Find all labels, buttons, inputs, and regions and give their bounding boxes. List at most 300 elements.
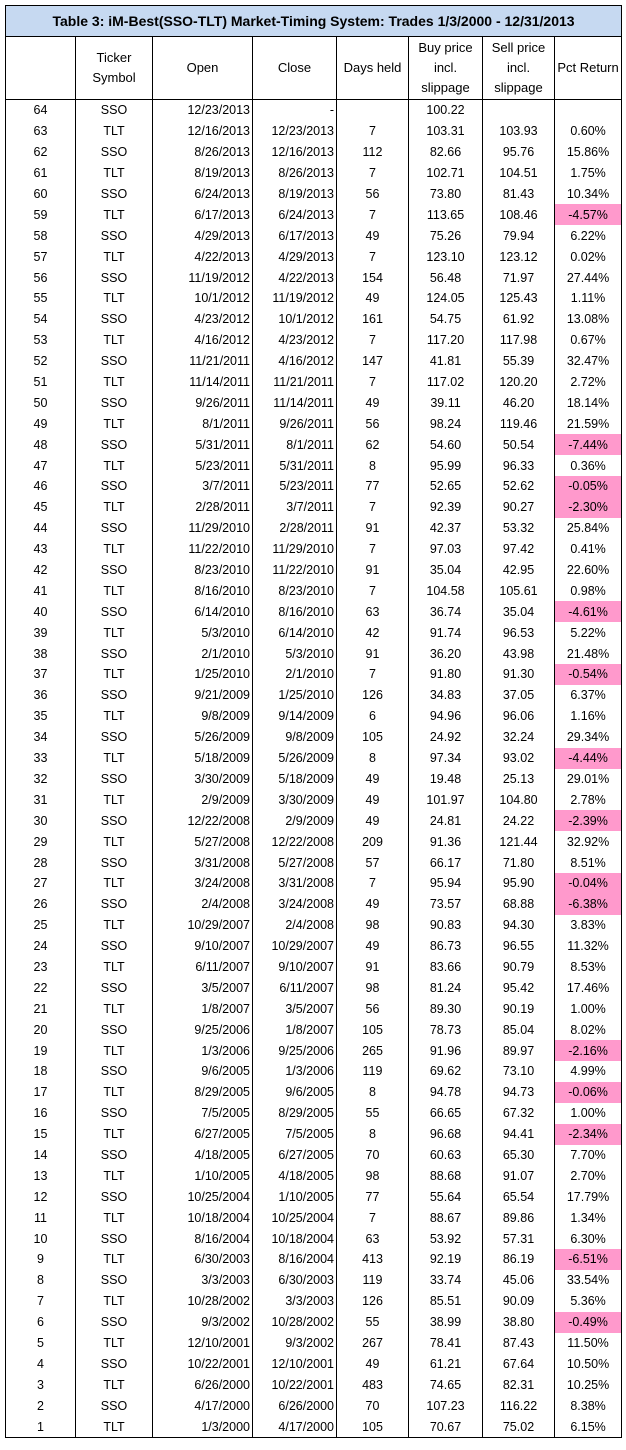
buy-price-cell: 98.24 [409, 413, 483, 434]
days-held-cell: 265 [337, 1040, 409, 1061]
sell-price-cell: 67.32 [483, 1103, 555, 1124]
trade-number-cell: 52 [6, 351, 76, 372]
close-date-cell: 12/10/2001 [253, 1353, 337, 1374]
header-buy-price: Buy price incl. slippage [409, 37, 483, 100]
open-date-cell: 6/14/2010 [153, 601, 253, 622]
ticker-cell: TLT [76, 1165, 153, 1186]
days-held-cell: 6 [337, 706, 409, 727]
trade-number-cell: 33 [6, 748, 76, 769]
days-held-cell: 49 [337, 789, 409, 810]
days-held-cell: 56 [337, 184, 409, 205]
table-row [6, 998, 622, 1019]
table-row [6, 121, 622, 142]
ticker-cell: SSO [76, 184, 153, 205]
ticker-cell: SSO [76, 1186, 153, 1207]
trade-number-cell: 6 [6, 1312, 76, 1333]
pct-return-cell: 0.02% [555, 246, 622, 267]
sell-price-cell: 120.20 [483, 372, 555, 393]
buy-price-cell: 100.22 [409, 100, 483, 121]
close-date-cell: 3/7/2011 [253, 497, 337, 518]
trade-number-cell: 44 [6, 518, 76, 539]
pct-return-cell: 8.02% [555, 1019, 622, 1040]
sell-price-cell: 125.43 [483, 288, 555, 309]
sell-price-cell: 89.86 [483, 1207, 555, 1228]
table-row [6, 1270, 622, 1291]
sell-price-cell: 50.54 [483, 434, 555, 455]
pct-return-cell: 0.36% [555, 455, 622, 476]
open-date-cell: 8/16/2010 [153, 580, 253, 601]
pct-return-cell: 17.79% [555, 1186, 622, 1207]
sell-price-cell: 90.27 [483, 497, 555, 518]
ticker-cell: TLT [76, 998, 153, 1019]
open-date-cell: 6/30/2003 [153, 1249, 253, 1270]
open-date-cell: 5/18/2009 [153, 748, 253, 769]
header-close: Close [253, 37, 337, 100]
close-date-cell: 8/16/2010 [253, 601, 337, 622]
buy-price-cell: 74.65 [409, 1374, 483, 1395]
table-row [6, 184, 622, 205]
sell-price-cell: 95.42 [483, 977, 555, 998]
pct-return-cell: 1.34% [555, 1207, 622, 1228]
table-body [6, 100, 622, 1438]
close-date-cell: 1/8/2007 [253, 1019, 337, 1040]
pct-return-cell: 8.38% [555, 1395, 622, 1416]
open-date-cell: 5/31/2011 [153, 434, 253, 455]
table-row [6, 372, 622, 393]
buy-price-cell: 123.10 [409, 246, 483, 267]
table-row [6, 1291, 622, 1312]
sell-price-cell: 103.93 [483, 121, 555, 142]
buy-price-cell: 61.21 [409, 1353, 483, 1374]
close-date-cell: 11/22/2010 [253, 560, 337, 581]
trades-table-container [5, 5, 621, 1438]
ticker-cell: SSO [76, 267, 153, 288]
ticker-cell: TLT [76, 915, 153, 936]
buy-price-cell: 91.74 [409, 622, 483, 643]
days-held-cell: 77 [337, 476, 409, 497]
close-date-cell: 9/10/2007 [253, 957, 337, 978]
days-held-cell: 49 [337, 392, 409, 413]
pct-return-cell: 21.48% [555, 643, 622, 664]
ticker-cell: TLT [76, 748, 153, 769]
close-date-cell: 1/10/2005 [253, 1186, 337, 1207]
open-date-cell: 5/26/2009 [153, 727, 253, 748]
ticker-cell: TLT [76, 1333, 153, 1354]
close-date-cell: 9/6/2005 [253, 1082, 337, 1103]
close-date-cell: 4/23/2012 [253, 330, 337, 351]
open-date-cell: 11/22/2010 [153, 539, 253, 560]
close-date-cell: 8/29/2005 [253, 1103, 337, 1124]
buy-price-cell: 91.96 [409, 1040, 483, 1061]
days-held-cell: 49 [337, 769, 409, 790]
ticker-cell: SSO [76, 977, 153, 998]
days-held-cell: 126 [337, 685, 409, 706]
trade-number-cell: 18 [6, 1061, 76, 1082]
ticker-cell: TLT [76, 1207, 153, 1228]
close-date-cell: 1/25/2010 [253, 685, 337, 706]
days-held-cell: 7 [337, 372, 409, 393]
trade-number-cell: 24 [6, 936, 76, 957]
buy-price-cell: 75.26 [409, 225, 483, 246]
sell-price-cell: 82.31 [483, 1374, 555, 1395]
buy-price-cell: 70.67 [409, 1416, 483, 1437]
pct-return-cell: 11.32% [555, 936, 622, 957]
days-held-cell: 7 [337, 539, 409, 560]
days-held-cell: 63 [337, 601, 409, 622]
buy-price-cell: 36.20 [409, 643, 483, 664]
buy-price-cell: 95.94 [409, 873, 483, 894]
open-date-cell: 6/27/2005 [153, 1124, 253, 1145]
days-held-cell: 55 [337, 1312, 409, 1333]
days-held-cell: 56 [337, 413, 409, 434]
sell-price-cell: 96.53 [483, 622, 555, 643]
close-date-cell: 10/22/2001 [253, 1374, 337, 1395]
pct-return-cell: 21.59% [555, 413, 622, 434]
buy-price-cell: 104.58 [409, 580, 483, 601]
days-held-cell: 7 [337, 204, 409, 225]
pct-return-cell: 8.53% [555, 957, 622, 978]
table-row [6, 476, 622, 497]
table-row [6, 1019, 622, 1040]
buy-price-cell: 94.78 [409, 1082, 483, 1103]
sell-price-cell: 67.64 [483, 1353, 555, 1374]
ticker-cell: TLT [76, 288, 153, 309]
buy-price-cell: 66.65 [409, 1103, 483, 1124]
pct-return-cell: 10.25% [555, 1374, 622, 1395]
pct-return-cell: 32.47% [555, 351, 622, 372]
pct-return-cell: 1.75% [555, 163, 622, 184]
sell-price-cell: 61.92 [483, 309, 555, 330]
trade-number-cell: 45 [6, 497, 76, 518]
buy-price-cell: 41.81 [409, 351, 483, 372]
table-row [6, 309, 622, 330]
trade-number-cell: 42 [6, 560, 76, 581]
pct-return-cell: 5.36% [555, 1291, 622, 1312]
trade-number-cell: 13 [6, 1165, 76, 1186]
open-date-cell: 1/3/2000 [153, 1416, 253, 1437]
close-date-cell: 5/23/2011 [253, 476, 337, 497]
open-date-cell: 8/19/2013 [153, 163, 253, 184]
header-row [6, 37, 622, 100]
ticker-cell: TLT [76, 413, 153, 434]
table-row [6, 204, 622, 225]
close-date-cell: 11/19/2012 [253, 288, 337, 309]
close-date-cell: 4/18/2005 [253, 1165, 337, 1186]
trade-number-cell: 54 [6, 309, 76, 330]
days-held-cell [337, 100, 409, 121]
ticker-cell: SSO [76, 1061, 153, 1082]
sell-price-cell: 79.94 [483, 225, 555, 246]
trade-number-cell: 5 [6, 1333, 76, 1354]
trade-number-cell: 40 [6, 601, 76, 622]
pct-return-cell: -4.44% [555, 748, 622, 769]
title-row [6, 6, 622, 37]
open-date-cell: 11/29/2010 [153, 518, 253, 539]
sell-price-cell: 68.88 [483, 894, 555, 915]
close-date-cell: 6/11/2007 [253, 977, 337, 998]
sell-price-cell: 104.51 [483, 163, 555, 184]
pct-return-cell [555, 100, 622, 121]
close-date-cell: 12/23/2013 [253, 121, 337, 142]
ticker-cell: SSO [76, 936, 153, 957]
table-row [6, 100, 622, 121]
buy-price-cell: 95.99 [409, 455, 483, 476]
table-row [6, 1312, 622, 1333]
sell-price-cell: 90.79 [483, 957, 555, 978]
buy-price-cell: 92.39 [409, 497, 483, 518]
sell-price-cell: 108.46 [483, 204, 555, 225]
ticker-cell: TLT [76, 163, 153, 184]
sell-price-cell: 52.62 [483, 476, 555, 497]
close-date-cell: 9/8/2009 [253, 727, 337, 748]
close-date-cell: 10/18/2004 [253, 1228, 337, 1249]
days-held-cell: 49 [337, 810, 409, 831]
days-held-cell: 62 [337, 434, 409, 455]
buy-price-cell: 124.05 [409, 288, 483, 309]
ticker-cell: SSO [76, 392, 153, 413]
sell-price-cell: 119.46 [483, 413, 555, 434]
pct-return-cell: 6.30% [555, 1228, 622, 1249]
sell-price-cell: 73.10 [483, 1061, 555, 1082]
table-row [6, 706, 622, 727]
ticker-cell: SSO [76, 476, 153, 497]
sell-price-cell: 94.30 [483, 915, 555, 936]
buy-price-cell: 52.65 [409, 476, 483, 497]
pct-return-cell: 3.83% [555, 915, 622, 936]
table-row [6, 267, 622, 288]
table-row [6, 1082, 622, 1103]
buy-price-cell: 73.80 [409, 184, 483, 205]
sell-price-cell: 86.19 [483, 1249, 555, 1270]
buy-price-cell: 42.37 [409, 518, 483, 539]
sell-price-cell: 96.55 [483, 936, 555, 957]
pct-return-cell: 18.14% [555, 392, 622, 413]
days-held-cell: 49 [337, 288, 409, 309]
buy-price-cell: 117.02 [409, 372, 483, 393]
ticker-cell: TLT [76, 372, 153, 393]
ticker-cell: SSO [76, 351, 153, 372]
open-date-cell: 9/26/2011 [153, 392, 253, 413]
buy-price-cell: 19.48 [409, 769, 483, 790]
ticker-cell: SSO [76, 1395, 153, 1416]
close-date-cell: 11/14/2011 [253, 392, 337, 413]
close-date-cell: 9/3/2002 [253, 1333, 337, 1354]
sell-price-cell: 96.06 [483, 706, 555, 727]
open-date-cell: 8/23/2010 [153, 560, 253, 581]
sell-price-cell: 24.22 [483, 810, 555, 831]
table-row [6, 455, 622, 476]
ticker-cell: TLT [76, 1082, 153, 1103]
trade-number-cell: 9 [6, 1249, 76, 1270]
open-date-cell: 3/5/2007 [153, 977, 253, 998]
table-row [6, 413, 622, 434]
days-held-cell: 42 [337, 622, 409, 643]
days-held-cell: 49 [337, 1353, 409, 1374]
close-date-cell: 11/21/2011 [253, 372, 337, 393]
trade-number-cell: 16 [6, 1103, 76, 1124]
pct-return-cell: -0.05% [555, 476, 622, 497]
sell-price-cell: 91.07 [483, 1165, 555, 1186]
trade-number-cell: 28 [6, 852, 76, 873]
table-row [6, 1374, 622, 1395]
open-date-cell: 11/19/2012 [153, 267, 253, 288]
days-held-cell: 49 [337, 894, 409, 915]
pct-return-cell: 5.22% [555, 622, 622, 643]
buy-price-cell: 88.67 [409, 1207, 483, 1228]
trade-number-cell: 51 [6, 372, 76, 393]
ticker-cell: SSO [76, 852, 153, 873]
open-date-cell: 3/7/2011 [153, 476, 253, 497]
ticker-cell: SSO [76, 769, 153, 790]
table-row [6, 225, 622, 246]
table-row [6, 560, 622, 581]
trade-number-cell: 60 [6, 184, 76, 205]
sell-price-cell: 95.76 [483, 142, 555, 163]
ticker-cell: SSO [76, 142, 153, 163]
trade-number-cell: 46 [6, 476, 76, 497]
table-row [6, 622, 622, 643]
sell-price-cell: 93.02 [483, 748, 555, 769]
close-date-cell: 8/23/2010 [253, 580, 337, 601]
buy-price-cell: 36.74 [409, 601, 483, 622]
close-date-cell: 8/26/2013 [253, 163, 337, 184]
pct-return-cell: 4.99% [555, 1061, 622, 1082]
trade-number-cell: 25 [6, 915, 76, 936]
open-date-cell: 3/31/2008 [153, 852, 253, 873]
open-date-cell: 8/1/2011 [153, 413, 253, 434]
table-row [6, 1040, 622, 1061]
trade-number-cell: 11 [6, 1207, 76, 1228]
open-date-cell: 4/29/2013 [153, 225, 253, 246]
close-date-cell: 5/26/2009 [253, 748, 337, 769]
sell-price-cell: 38.80 [483, 1312, 555, 1333]
open-date-cell: 9/25/2006 [153, 1019, 253, 1040]
close-date-cell: 9/25/2006 [253, 1040, 337, 1061]
pct-return-cell: 1.00% [555, 998, 622, 1019]
close-date-cell: 12/22/2008 [253, 831, 337, 852]
sell-price-cell: 104.80 [483, 789, 555, 810]
sell-price-cell: 43.98 [483, 643, 555, 664]
days-held-cell: 70 [337, 1395, 409, 1416]
open-date-cell: 1/10/2005 [153, 1165, 253, 1186]
pct-return-cell: -2.34% [555, 1124, 622, 1145]
days-held-cell: 56 [337, 998, 409, 1019]
trade-number-cell: 30 [6, 810, 76, 831]
trade-number-cell: 32 [6, 769, 76, 790]
days-held-cell: 8 [337, 748, 409, 769]
open-date-cell: 8/16/2004 [153, 1228, 253, 1249]
close-date-cell: 9/14/2009 [253, 706, 337, 727]
close-date-cell: 6/30/2003 [253, 1270, 337, 1291]
pct-return-cell: -0.06% [555, 1082, 622, 1103]
trade-number-cell: 7 [6, 1291, 76, 1312]
buy-price-cell: 92.19 [409, 1249, 483, 1270]
close-date-cell: 8/19/2013 [253, 184, 337, 205]
sell-price-cell: 55.39 [483, 351, 555, 372]
days-held-cell: 7 [337, 330, 409, 351]
days-held-cell: 119 [337, 1061, 409, 1082]
trade-number-cell: 53 [6, 330, 76, 351]
buy-price-cell: 33.74 [409, 1270, 483, 1291]
buy-price-cell: 38.99 [409, 1312, 483, 1333]
trade-number-cell: 47 [6, 455, 76, 476]
sell-price-cell: 94.73 [483, 1082, 555, 1103]
open-date-cell: 12/10/2001 [153, 1333, 253, 1354]
trade-number-cell: 34 [6, 727, 76, 748]
close-date-cell: 3/31/2008 [253, 873, 337, 894]
open-date-cell: 12/23/2013 [153, 100, 253, 121]
buy-price-cell: 56.48 [409, 267, 483, 288]
pct-return-cell: 0.67% [555, 330, 622, 351]
ticker-cell: SSO [76, 894, 153, 915]
close-date-cell: 2/28/2011 [253, 518, 337, 539]
trade-number-cell: 37 [6, 664, 76, 685]
trade-number-cell: 2 [6, 1395, 76, 1416]
pct-return-cell: 1.16% [555, 706, 622, 727]
buy-price-cell: 73.57 [409, 894, 483, 915]
ticker-cell: SSO [76, 309, 153, 330]
ticker-cell: TLT [76, 831, 153, 852]
pct-return-cell: 32.92% [555, 831, 622, 852]
pct-return-cell: 33.54% [555, 1270, 622, 1291]
ticker-cell: SSO [76, 1145, 153, 1166]
days-held-cell: 112 [337, 142, 409, 163]
buy-price-cell: 35.04 [409, 560, 483, 581]
days-held-cell: 49 [337, 936, 409, 957]
trade-number-cell: 59 [6, 204, 76, 225]
ticker-cell: SSO [76, 601, 153, 622]
sell-price-cell: 65.54 [483, 1186, 555, 1207]
header-sell-price: Sell price incl. slippage [483, 37, 555, 100]
close-date-cell: 4/29/2013 [253, 246, 337, 267]
trade-number-cell: 62 [6, 142, 76, 163]
close-date-cell: 8/16/2004 [253, 1249, 337, 1270]
days-held-cell: 209 [337, 831, 409, 852]
ticker-cell: SSO [76, 1353, 153, 1374]
buy-price-cell: 24.92 [409, 727, 483, 748]
ticker-cell: SSO [76, 225, 153, 246]
days-held-cell: 77 [337, 1186, 409, 1207]
days-held-cell: 7 [337, 246, 409, 267]
table-row [6, 1145, 622, 1166]
table-row [6, 518, 622, 539]
buy-price-cell: 54.75 [409, 309, 483, 330]
open-date-cell: 11/21/2011 [153, 351, 253, 372]
header-pct-return: Pct Return [555, 37, 622, 100]
sell-price-cell: 116.22 [483, 1395, 555, 1416]
buy-price-cell: 24.81 [409, 810, 483, 831]
table-row [6, 664, 622, 685]
table-row [6, 977, 622, 998]
buy-price-cell: 54.60 [409, 434, 483, 455]
open-date-cell: 9/10/2007 [153, 936, 253, 957]
trade-number-cell: 26 [6, 894, 76, 915]
pct-return-cell: -6.51% [555, 1249, 622, 1270]
trade-number-cell: 19 [6, 1040, 76, 1061]
buy-price-cell: 102.71 [409, 163, 483, 184]
open-date-cell: 6/26/2000 [153, 1374, 253, 1395]
table-row [6, 330, 622, 351]
sell-price-cell: 65.30 [483, 1145, 555, 1166]
buy-price-cell: 94.96 [409, 706, 483, 727]
ticker-cell: TLT [76, 1249, 153, 1270]
pct-return-cell: 10.50% [555, 1353, 622, 1374]
sell-price-cell: 71.97 [483, 267, 555, 288]
days-held-cell: 483 [337, 1374, 409, 1395]
ticker-cell: TLT [76, 1291, 153, 1312]
header-open: Open [153, 37, 253, 100]
table-row [6, 1228, 622, 1249]
